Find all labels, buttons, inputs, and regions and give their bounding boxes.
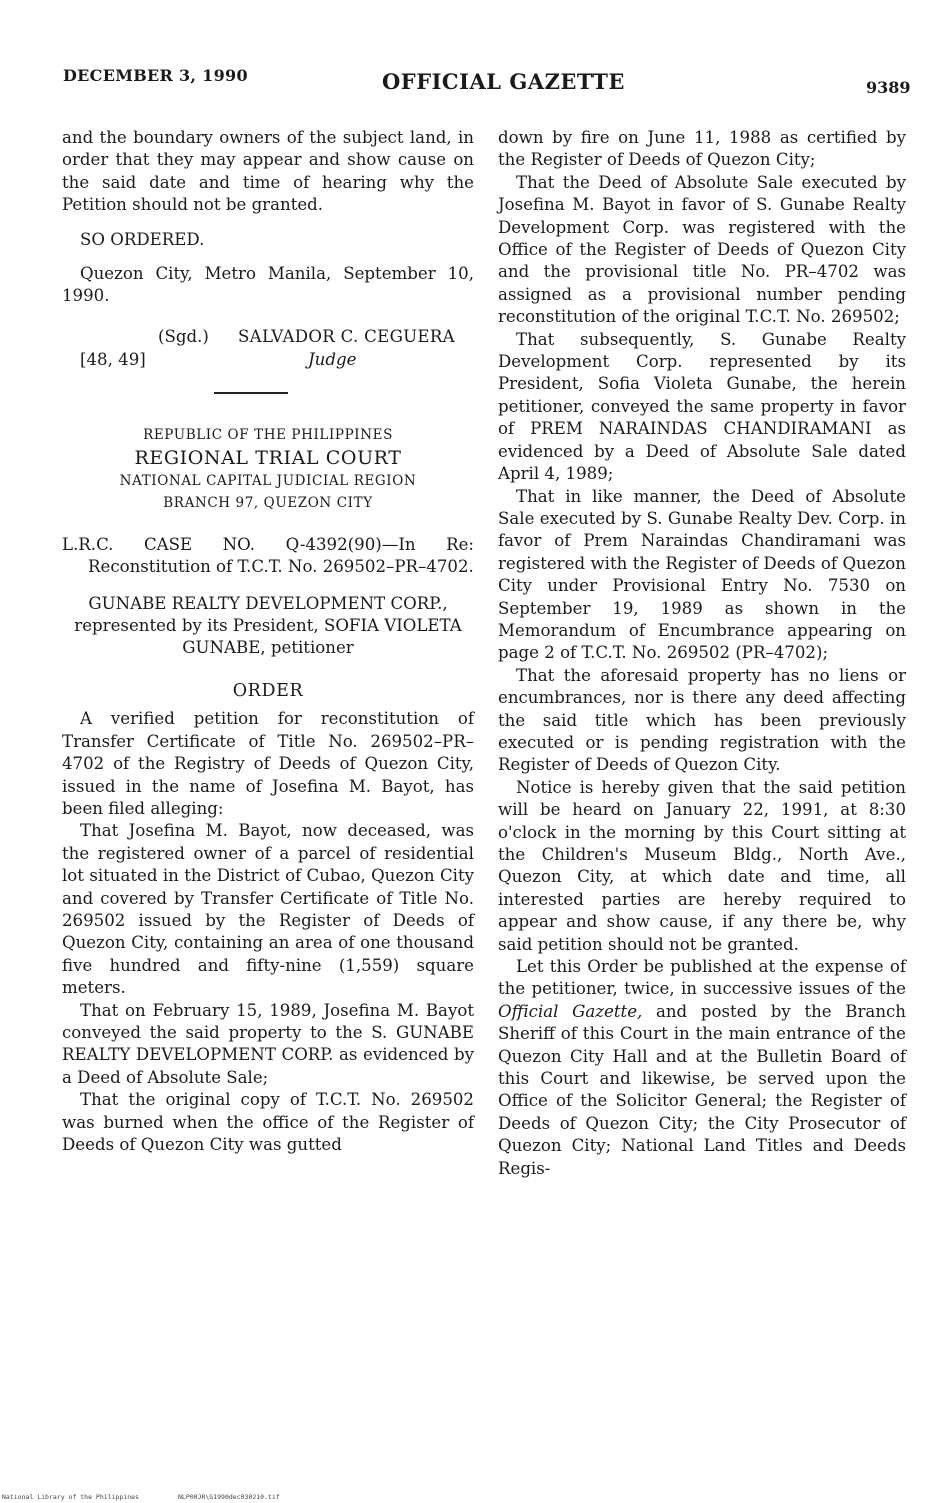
text-segment: Let this Order be published at the expense of the petitioner, twice, in successive issues of the: [498, 957, 906, 999]
section-divider: [214, 392, 288, 394]
left-column: [62, 127, 474, 1156]
paragraph: That the Deed of Absolute Sale executed by Josefina M. Bayot in favor of S. Gunabe Realty Development Corp. was registered with the Office of the Register of Deeds of Quezon City and the provisional title No. PR–4702 was assigned as a provisional number pending reconstitution of the original T.C.T. No. 269502;: [498, 172, 906, 327]
paragraph: A verified petition for reconstitution of Transfer Certificate of Title No. 269502–PR–4702 of the Registry of Deeds of Quezon City, issued in the name of Josefina M. Bayot, has been filed alleging:: [62, 709, 474, 818]
page-number: 9389: [866, 78, 911, 97]
paragraph: and the boundary owners of the subject land, in order that they may appear and show cause on the said date and time of hearing why the Petition should not be granted.: [62, 128, 474, 215]
paragraph: That in like manner, the Deed of Absolute Sale executed by S. Gunabe Realty Dev. Corp. in favor of Prem Naraindas Chandiramani was registered with the Register of Deeds of Quezon City under Provisional Entry No. 7530 on September 19, 1989 as shown in the Memorandum of Encumbrance appearing on page 2 of T.C.T. No. 269502 (PR–4702);: [498, 486, 906, 663]
footer-library: National Library of the Philippines: [2, 1493, 139, 1501]
paragraph: [498, 956, 906, 1180]
footer-file: NLP00JR\G1990dec030210.tif: [178, 1493, 280, 1501]
case-title: L.R.C. CASE NO. Q-4392(90)—In Re: Reconstitution of T.C.T. No. 269502–PR–4702.: [62, 534, 474, 577]
so-ordered: SO ORDERED.: [80, 229, 205, 249]
text-segment: and posted by the Branch Sheriff of this Court in the main entrance of the Quezon City Hall and at the Bulletin Board of this Court and likewise, be served upon the Office of the Solicitor General; the Register of Deeds of Quezon City; the City Prosecutor of Quezon City; National Land Titles and Deeds Regis-: [498, 1001, 906, 1178]
paragraph: That subsequently, S. Gunabe Realty Development Corp. represented by its President, Sofia Violeta Gunabe, the herein petitioner, conveyed the same property in favor of PREM NARAINDAS CHANDIRAMANI as evidenced by a Deed of Absolute Sale dated April 4, 1989;: [498, 329, 906, 484]
publication-title: OFFICIAL GAZETTE: [382, 69, 625, 94]
paragraph: That the original copy of T.C.T. No. 269502 was burned when the office of the Register of Deeds of Quezon City was gutted: [62, 1090, 474, 1154]
judge-title: Judge: [308, 349, 357, 369]
court-caption: REGIONAL TRIAL COURT: [134, 446, 402, 469]
branch-caption: BRANCH 97, QUEZON CITY: [163, 494, 373, 511]
place-date: Quezon City, Metro Manila, September 10, 1990.: [62, 264, 474, 306]
signature-block: [62, 326, 474, 372]
gazette-name: Official Gazette,: [498, 1001, 643, 1021]
petitioner-line-3: GUNABE, petitioner: [182, 638, 354, 658]
petitioner-line-1: GUNABE REALTY DEVELOPMENT CORP.,: [88, 593, 448, 613]
republic-caption: REPUBLIC OF THE PHILIPPINES: [143, 426, 393, 443]
judge-name: SALVADOR C. CEGUERA: [238, 326, 455, 346]
paragraph: That Josefina M. Bayot, now deceased, was the registered owner of a parcel of residential lot situated in the District of Cubao, Quezon City and covered by Transfer Certificate of Title No. 269502 issued by the Register of Deeds of Quezon City, containing an area of one thousand five hundred and fifty-nine (1,559) square meters.: [62, 821, 474, 998]
header-date: DECEMBER 3, 1990: [63, 66, 248, 85]
issue-reference: [48, 49]: [80, 349, 146, 369]
region-caption: NATIONAL CAPITAL JUDICIAL REGION: [119, 472, 417, 489]
petitioner-line-2: represented by its President, SOFIA VIOLETA: [74, 616, 462, 636]
paragraph: That on February 15, 1989, Josefina M. Bayot conveyed the said property to the S. GUNABE REALTY DEVELOPMENT CORP. as evidenced by a Deed of Absolute Sale;: [62, 1000, 474, 1087]
paragraph: down by fire on June 11, 1988 as certified by the Register of Deeds of Quezon City;: [498, 128, 906, 170]
signed-mark: (Sgd.): [158, 326, 209, 346]
paragraph: Notice is hereby given that the said petition will be heard on January 22, 1991, at 8:30 o'clock in the morning by this Court sitting at the Children's Museum Bldg., North Ave., Quezon City, at which date and time, all interested parties are hereby required to appear and show cause, if any there be, why said petition should not be granted.: [498, 777, 906, 954]
paragraph: That the aforesaid property has no liens or encumbrances, nor is there any deed affecting the said title which has been previously executed or is pending registration with the Register of Deeds of Quezon City.: [498, 665, 906, 775]
right-column: [498, 127, 906, 1180]
order-heading: ORDER: [232, 680, 304, 701]
